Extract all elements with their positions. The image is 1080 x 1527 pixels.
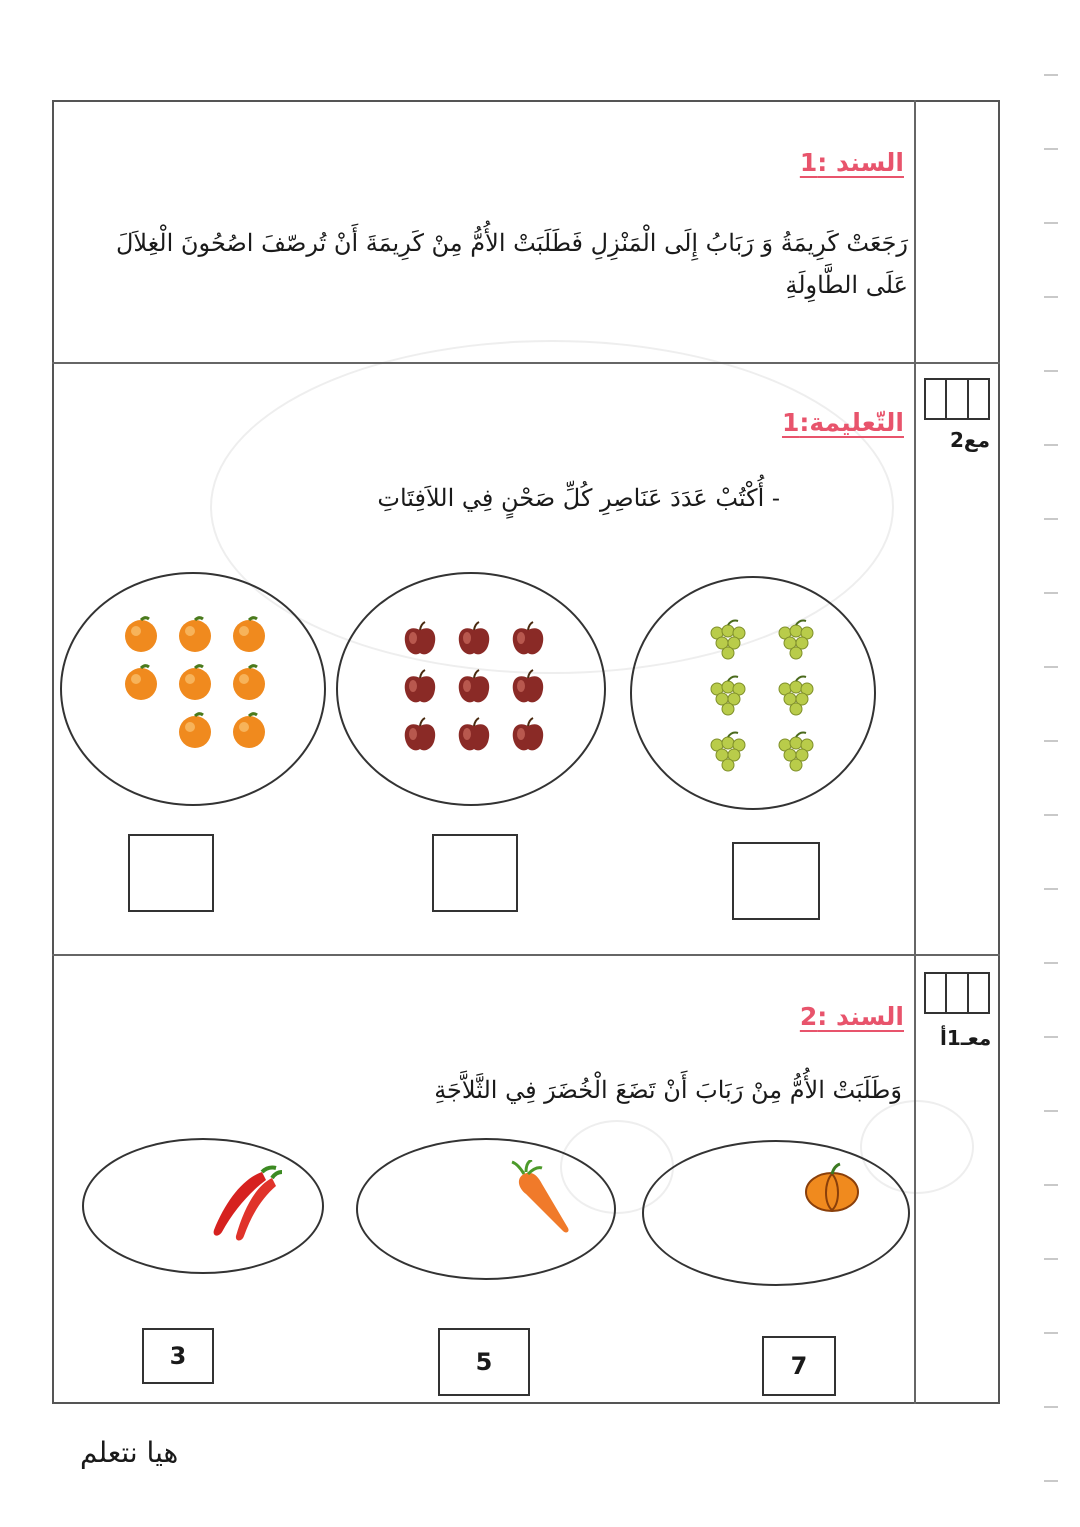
taalima1-heading: التّعليمة:1 [781,408,904,437]
grapes-icon [762,670,830,726]
answer-box-carrot[interactable]: 5 [438,1328,530,1396]
grapes-group [694,614,830,782]
answer-box-oranges[interactable] [128,834,214,912]
answer-box-chili-peppers[interactable]: 3 [142,1328,214,1384]
plate-pumpkin [642,1140,910,1286]
score-grid[interactable] [924,378,990,420]
section-divider [52,954,1000,956]
sanad2-heading: السند :2 [799,1002,904,1031]
answer-box-pumpkin[interactable]: 7 [762,1336,836,1396]
sanad1-text: رَجَعَتْ كَرِيمَةُ وَ رَبَابُ إِلَى الْمَنْزِلِ فَطَلَبَتْ الأُمُّ مِنْ كَرِيمَةَ أَنْ تُرصّفَ اصُحُونَ الْغِلاَلَ عَلَى الطَّاوِلَةِ [115,229,908,299]
section-divider [52,362,1000,364]
footer-text: هيا نتعلم [80,1436,179,1469]
sanad1-heading: السند :1 [799,148,904,177]
orange-icon [222,706,276,754]
orange-icon [114,610,168,658]
orange-icon [168,706,222,754]
grapes-icon [694,726,762,782]
pumpkin-icon [802,1162,862,1214]
sanad2-instruction: وَطَلَبَتْ الأُمُّ مِنْ رَبَابَ أَنْ تَضَعَ الْخُضَرَ فِي الثَّلاَّجَةِ [434,1076,902,1104]
apple-icon [501,710,555,758]
grapes-icon [762,726,830,782]
criterion-code: معـ1أ [940,1026,992,1050]
orange-icon [222,658,276,706]
answer-box-apples[interactable] [432,834,518,912]
apples-group [393,614,555,758]
apple-icon [393,710,447,758]
apple-icon [447,614,501,662]
chili-peppers-icon [200,1160,284,1244]
answer-box-grapes[interactable] [732,842,820,920]
score-grid[interactable] [924,972,990,1014]
grading-column-divider [914,100,916,1404]
orange-icon [114,658,168,706]
apple-icon [447,710,501,758]
orange-icon [222,610,276,658]
grapes-icon [762,614,830,670]
plate-carrot [356,1138,616,1280]
orange-icon [168,610,222,658]
carrot-icon [508,1160,576,1236]
oranges-group [114,610,276,754]
apple-icon [393,614,447,662]
apple-icon [447,662,501,710]
empty-slot [114,706,168,754]
grapes-icon [694,670,762,726]
orange-icon [168,658,222,706]
apple-icon [501,614,555,662]
criterion-code: مع2 [950,428,990,452]
apple-icon [393,662,447,710]
grapes-icon [694,614,762,670]
taalima1-instruction: - أُكْتُبْ عَدَدَ عَنَاصِرِ كُلِّ صَحْنٍ فِي اللاَفِتَاتِ [377,484,780,512]
apple-icon [501,662,555,710]
